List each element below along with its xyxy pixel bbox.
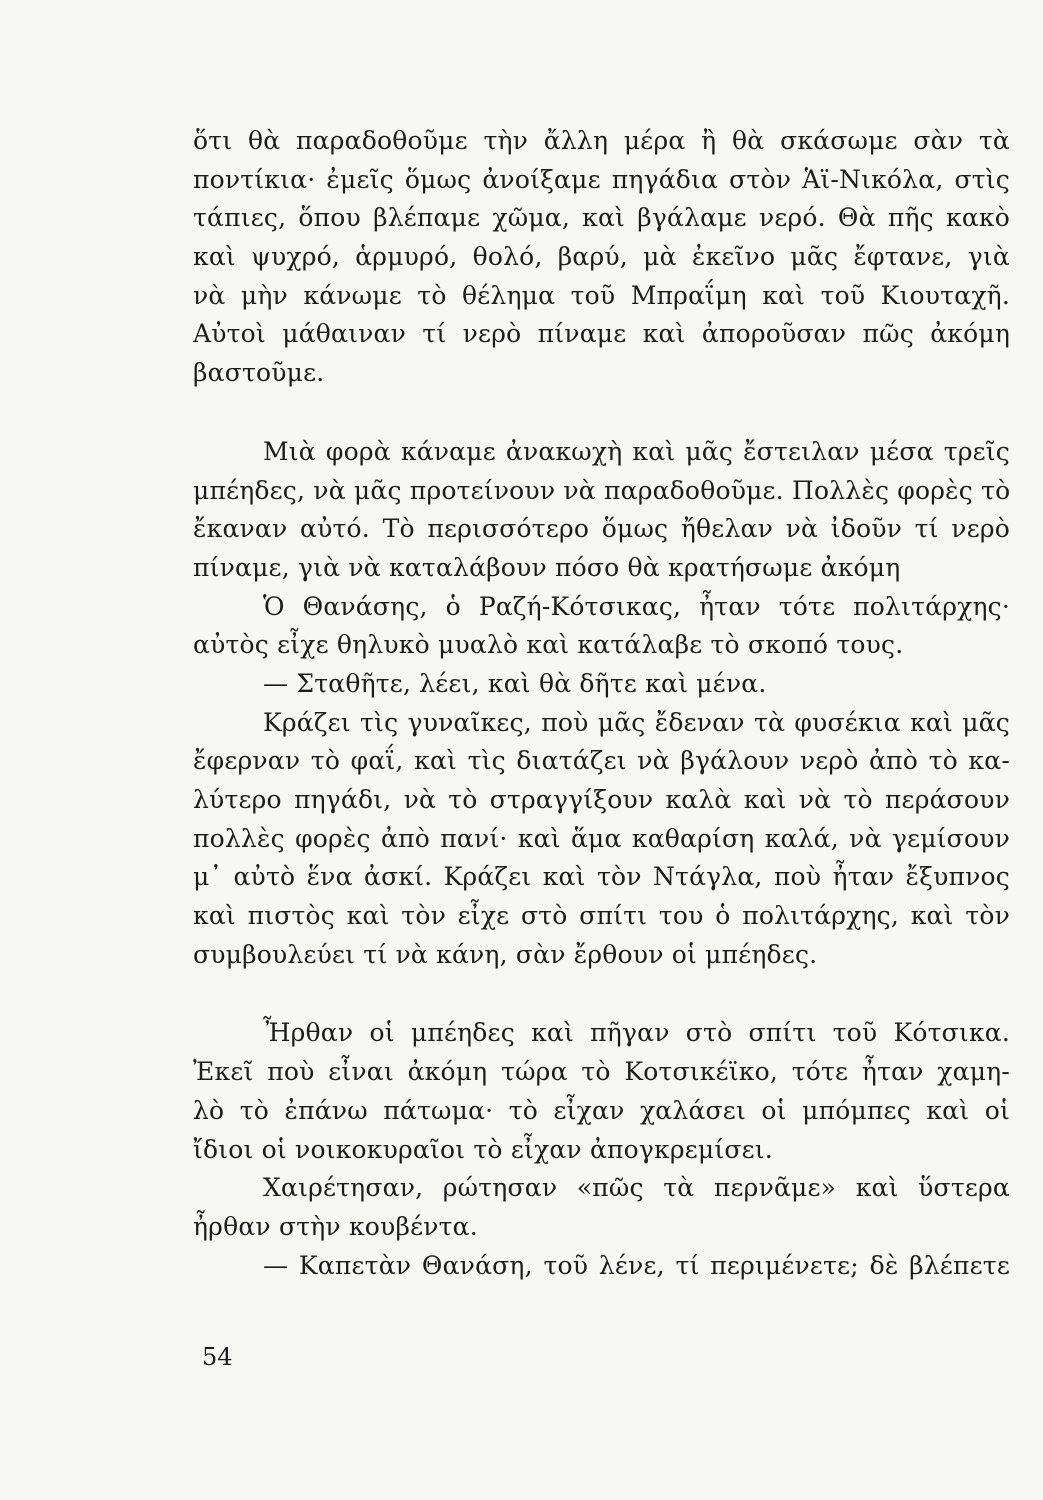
- text-line: Χαιρέτησαν, ρώτησαν «πῶς τὰ περνᾶμε» καὶ ὕστερα: [263, 1173, 1010, 1203]
- text-line: ὅτι θὰ παραδοθοῦμε τὴν ἄλλη μέρα ἢ θὰ σκάσωμε σὰν τὰ: [193, 126, 1010, 155]
- paragraph: [193, 665, 1010, 704]
- text-line: — Καπετὰν Θανάση, τοῦ λένε, τί περιμένετε; δὲ βλέπετε: [263, 1250, 1010, 1280]
- paragraph: [193, 122, 1010, 393]
- text-line: Ὁ Θανάσης, ὁ Ραζή-Κότσικας, ἦταν τότε πολιτάρχης·: [263, 591, 1010, 621]
- text-line: Μιὰ φορὰ κάναμε ἀνακωχὴ καὶ μᾶς ἔστειλαν μέσα τρεῖς: [263, 436, 1010, 466]
- paragraph: [193, 1014, 1010, 1169]
- paragraph: [193, 588, 1010, 665]
- text-line: λύτερο πηγάδι, νὰ τὸ στραγγίξουν καλὰ καὶ νὰ τὸ περάσουν: [193, 785, 1010, 814]
- text-line: ἔκαναν αὐτό. Τὸ περισσότερο ὅμως ἤθελαν νὰ ἰδοῦν τί νερὸ: [193, 514, 1010, 544]
- text-line: λὸ τὸ ἐπάνω πάτωμα· τὸ εἶχαν χαλάσει οἱ μπόμπες καὶ οἱ: [193, 1095, 1010, 1125]
- text-line: Ἦρθαν οἱ μπέηδες καὶ πῆγαν στὸ σπίτι τοῦ Κότσικα.: [263, 1018, 1010, 1048]
- text-line: νὰ μὴν κάνωμε τὸ θέλημα τοῦ Μπραΐμη καὶ τοῦ Κιουταχῆ.: [193, 280, 1010, 310]
- text-line: Ἐκεῖ ποὺ εἶναι ἀκόμη τώρα τὸ Κοτσικέϊκο, τότε ἦταν χαμη-: [193, 1057, 1010, 1087]
- text-line: βαστοῦμε.: [193, 358, 325, 388]
- page-number: 54: [202, 1343, 233, 1371]
- text-line: καὶ ψυχρό, ἁρμυρό, θολό, βαρύ, μὰ ἐκεῖνο μᾶς ἔφτανε, γιὰ: [193, 242, 1010, 272]
- text-line: μπέηδες, νὰ μᾶς προτείνουν νὰ παραδοθοῦμε. Πολλὲς φορὲς τὸ: [193, 475, 1011, 505]
- paragraph: [193, 704, 1010, 975]
- text-line: ἔφερναν τὸ φαΐ, καὶ τὶς διατάζει νὰ βγάλουν νερὸ ἀπὸ τὸ κα-: [193, 746, 1010, 776]
- paragraph-gap: [193, 974, 1010, 1014]
- text-line: Αὐτοὶ μάθαιναν τί νερὸ πίναμε καὶ ἀποροῦσαν πῶς ἀκόμη: [193, 319, 1010, 349]
- text-line: τάπιες, ὅπου βλέπαμε χῶμα, καὶ βγάλαμε νερό. Θὰ πῆς κακὸ: [193, 203, 1010, 233]
- text-line: αὐτὸς εἶχε θηλυκὸ μυαλὸ καὶ κατάλαβε τὸ σκοπό τους.: [193, 630, 904, 660]
- paragraph: [193, 1247, 1010, 1286]
- paragraph: [193, 1169, 1010, 1246]
- page-body: [193, 122, 1010, 1285]
- text-line: — Σταθῆτε, λέει, καὶ θὰ δῆτε καὶ μένα.: [263, 668, 767, 698]
- text-line: ποντίκια· ἐμεῖς ὅμως ἀνοίξαμε πηγάδια στὸν Ἁϊ-Νικόλα, στὶς: [193, 164, 1010, 194]
- text-line: συμβουλεύει τί νὰ κάνη, σὰν ἔρθουν οἱ μπέηδες.: [193, 939, 818, 969]
- text-line: ἴδιοι οἱ νοικοκυραῖοι τὸ εἶχαν ἀπογκρεμίσει.: [193, 1134, 773, 1164]
- text-line: Κράζει τὶς γυναῖκες, ποὺ μᾶς ἔδεναν τὰ φυσέκια καὶ μᾶς: [263, 707, 1010, 737]
- paragraph: [193, 433, 1010, 588]
- text-line: πίναμε, γιὰ νὰ καταλάβουν πόσο θὰ κρατήσωμε ἀκόμη: [193, 552, 901, 582]
- paragraph-gap: [193, 393, 1010, 433]
- text-line: καὶ πιστὸς καὶ τὸν εἶχε στὸ σπίτι του ὁ πολιτάρχης, καὶ τὸν: [193, 901, 1010, 931]
- text-line: ἦρθαν στὴν κουβέντα.: [193, 1211, 478, 1241]
- text-line: μ᾿ αὐτὸ ἕνα ἀσκί. Κράζει καὶ τὸν Ντάγλα, ποὺ ἦταν ἔξυπνος: [193, 862, 1010, 892]
- text-line: πολλὲς φορὲς ἀπὸ πανί· καὶ ἅμα καθαρίση καλά, νὰ γεμίσουν: [193, 823, 1010, 853]
